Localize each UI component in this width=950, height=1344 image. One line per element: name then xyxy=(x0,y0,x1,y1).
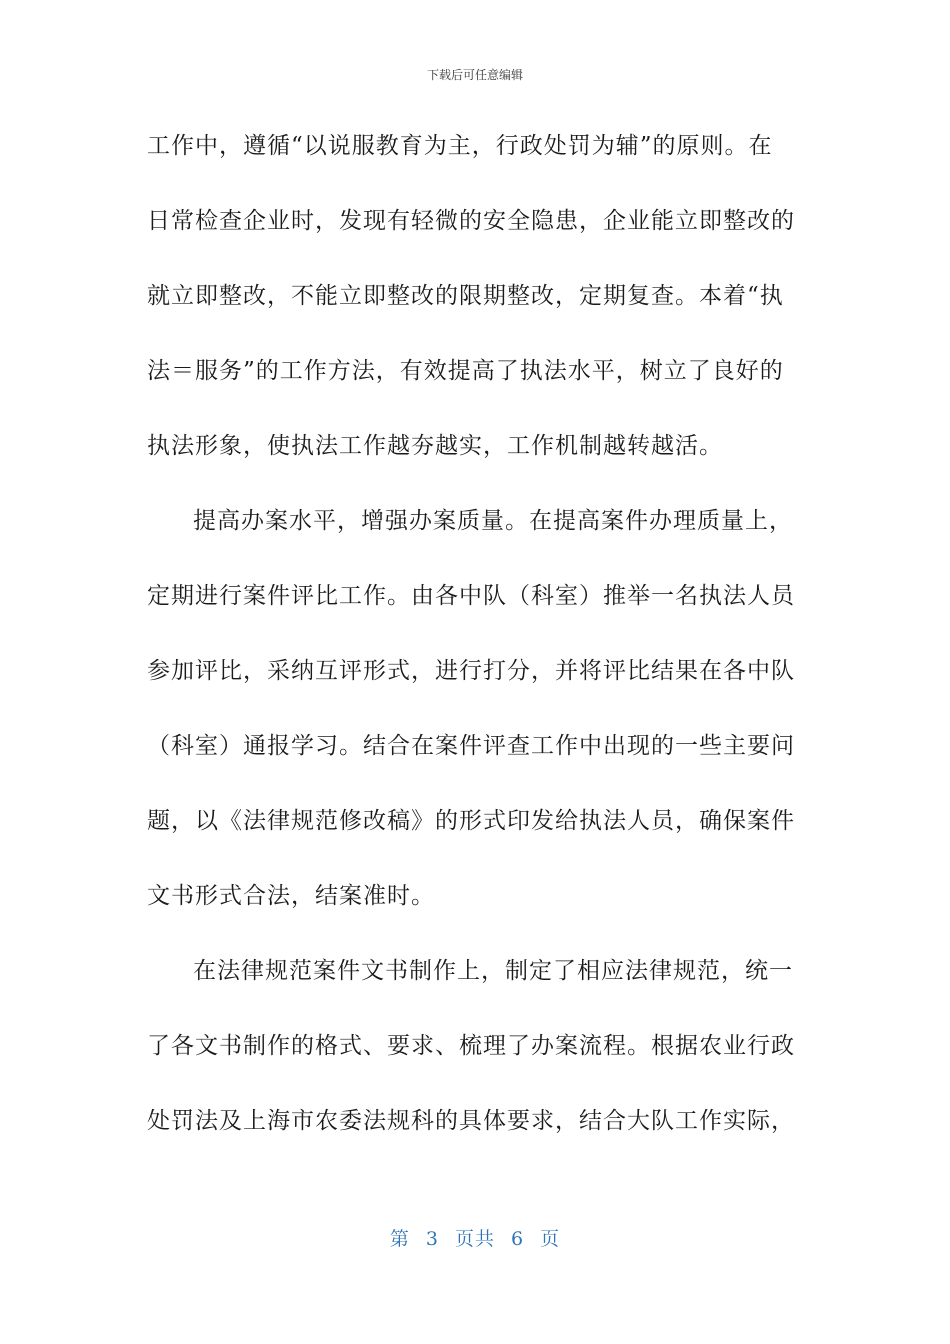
text-line: 文书形式合法，结案准时。 xyxy=(147,883,435,909)
page-header-note: 下载后可任意编辑 xyxy=(426,68,523,82)
paragraph xyxy=(147,124,795,499)
text-line: 定期进行案件评比工作。由各中队（科室）推举一名执法人员 xyxy=(147,583,795,609)
footer-suffix: 页 xyxy=(540,1228,561,1250)
current-page-number: 3 xyxy=(425,1228,439,1250)
text-line: 参加评比，采纳互评形式，进行打分，并将评比结果在各中队 xyxy=(147,658,795,684)
total-page-count: 6 xyxy=(511,1228,525,1250)
text-line: 提高办案水平，增强办案质量。在提高案件办理质量上， xyxy=(193,508,793,534)
text-line: 在法律规范案件文书制作上，制定了相应法律规范，统一 xyxy=(193,958,793,984)
text-line: 题，以《法律规范修改稿》的形式印发给执法人员，确保案件 xyxy=(147,808,795,834)
paragraph xyxy=(147,499,795,949)
paragraph xyxy=(147,949,795,1174)
footer-middle: 页共 xyxy=(454,1228,495,1250)
text-line: 法＝服务”的工作方法，有效提高了执法水平，树立了良好的 xyxy=(147,358,784,384)
text-line: 就立即整改，不能立即整改的限期整改，定期复查。本着“执 xyxy=(147,283,784,309)
document-body xyxy=(147,124,795,1174)
text-line: 执法形象，使执法工作越夯越实，工作机制越转越活。 xyxy=(147,433,723,459)
page-number-footer xyxy=(0,1226,950,1252)
text-line: （科室）通报学习。结合在案件评查工作中出现的一些主要问 xyxy=(147,733,795,759)
footer-prefix: 第 xyxy=(389,1228,410,1250)
text-line: 工作中，遵循“以说服教育为主，行政处罚为辅”的原则。在 xyxy=(147,133,773,159)
text-line: 了各文书制作的格式、要求、梳理了办案流程。根据农业行政 xyxy=(147,1033,795,1059)
text-line: 日常检查企业时，发现有轻微的安全隐患，企业能立即整改的 xyxy=(147,208,795,234)
text-line: 处罚法及上海市农委法规科的具体要求，结合大队工作实际， xyxy=(147,1108,795,1134)
